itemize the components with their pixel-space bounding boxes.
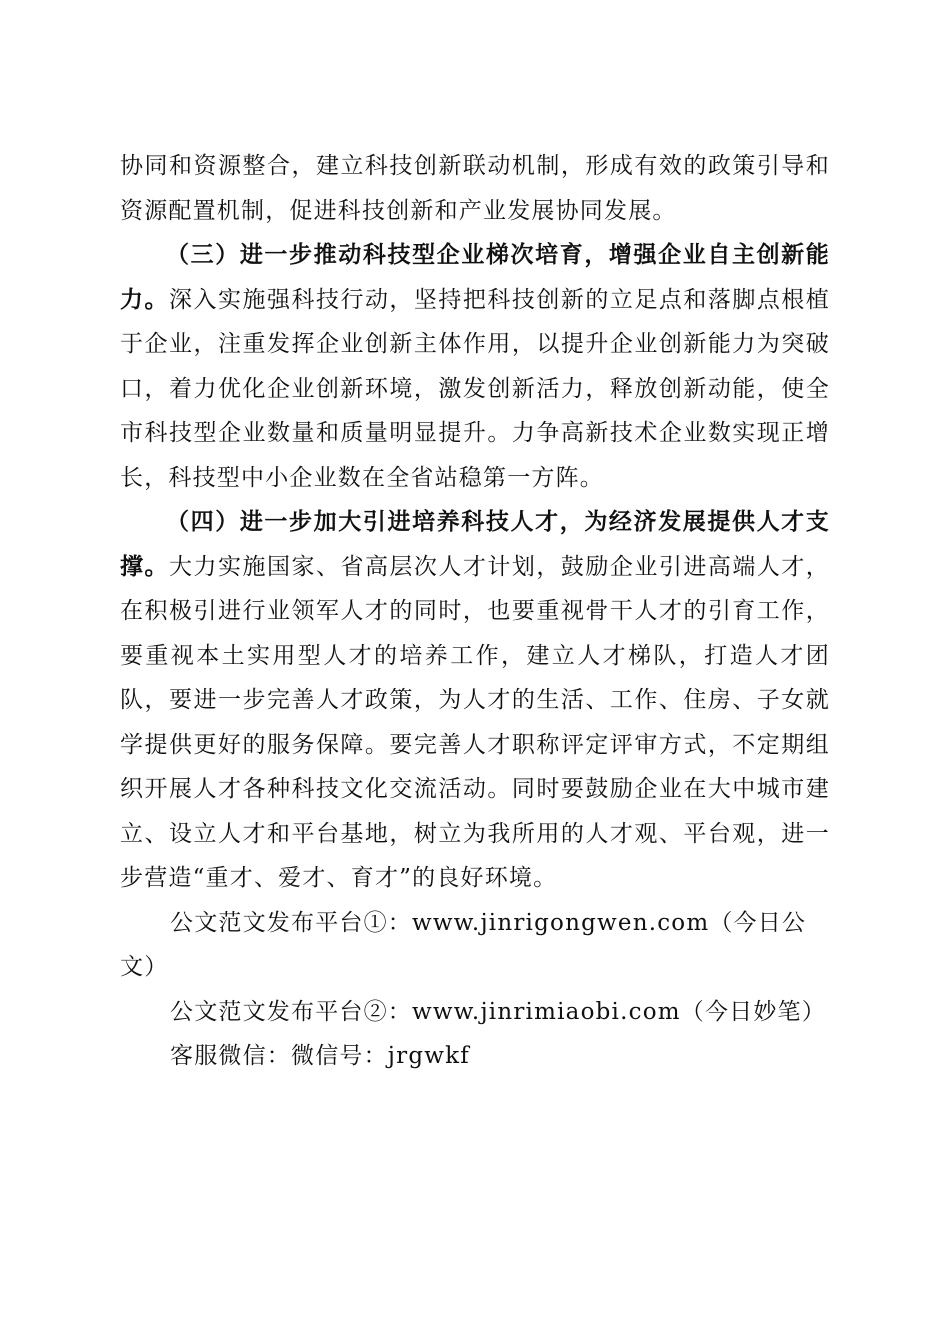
section-4-heading: （四）进一步加大引进培养科技人才，为经济发展提供人才支撑。 [120, 508, 830, 580]
section-3-body: 深入实施强科技行动，坚持把科技创新的立足点和落脚点根植于企业，注重发挥企业创新主体作用，以提升企业创新能力为突破口，着力优化企业创新环境，激发创新活力，释放创新动能，使全市科技型企业数量和质量明显提升。力争高新技术企业数实现正增长，科技型中小企业数在全省站稳第一方阵。 [120, 286, 831, 491]
paragraph-section-3 [120, 233, 830, 500]
paragraph-continuation [120, 144, 830, 233]
paragraph-body: 协同和资源整合，建立科技创新联动机制，形成有效的政策引导和资源配置机制，促进科技创新和产业发展协同发展。 [120, 153, 830, 224]
footer-platform-1: 公文范文发布平台①：www.jinrigongwen.com（今日公文） [120, 909, 807, 980]
paragraph-section-4 [120, 500, 830, 901]
footer-service-wechat: 客服微信：微信号：jrgwkf [170, 1043, 470, 1069]
footer-platform-2: 公文范文发布平台②：www.jinrimiaobi.com（今日妙笔） [170, 998, 826, 1025]
section-3-heading: （三）进一步推动科技型企业梯次培育，增强企业自主创新能力。 [120, 241, 830, 313]
section-4-body: 大力实施国家、省高层次人才计划，鼓励企业引进高端人才，在积极引进行业领军人才的同时，也要重视骨干人才的引育工作，要重视本土实用型人才的培养工作，建立人才梯队，打造人才团队，要进一步完善人才政策，为人才的生活、工作、住房、子女就学提供更好的服务保障。要完善人才职称评定评审方式，不定期组织开展人才各种科技文化交流活动。同时要鼓励企业在大中城市建立、设立人才和平台基地，树立为我所用的人才观、平台观，进一步营造“重才、爱才、育才”的良好环境。 [120, 553, 831, 891]
document-page [120, 144, 830, 1079]
